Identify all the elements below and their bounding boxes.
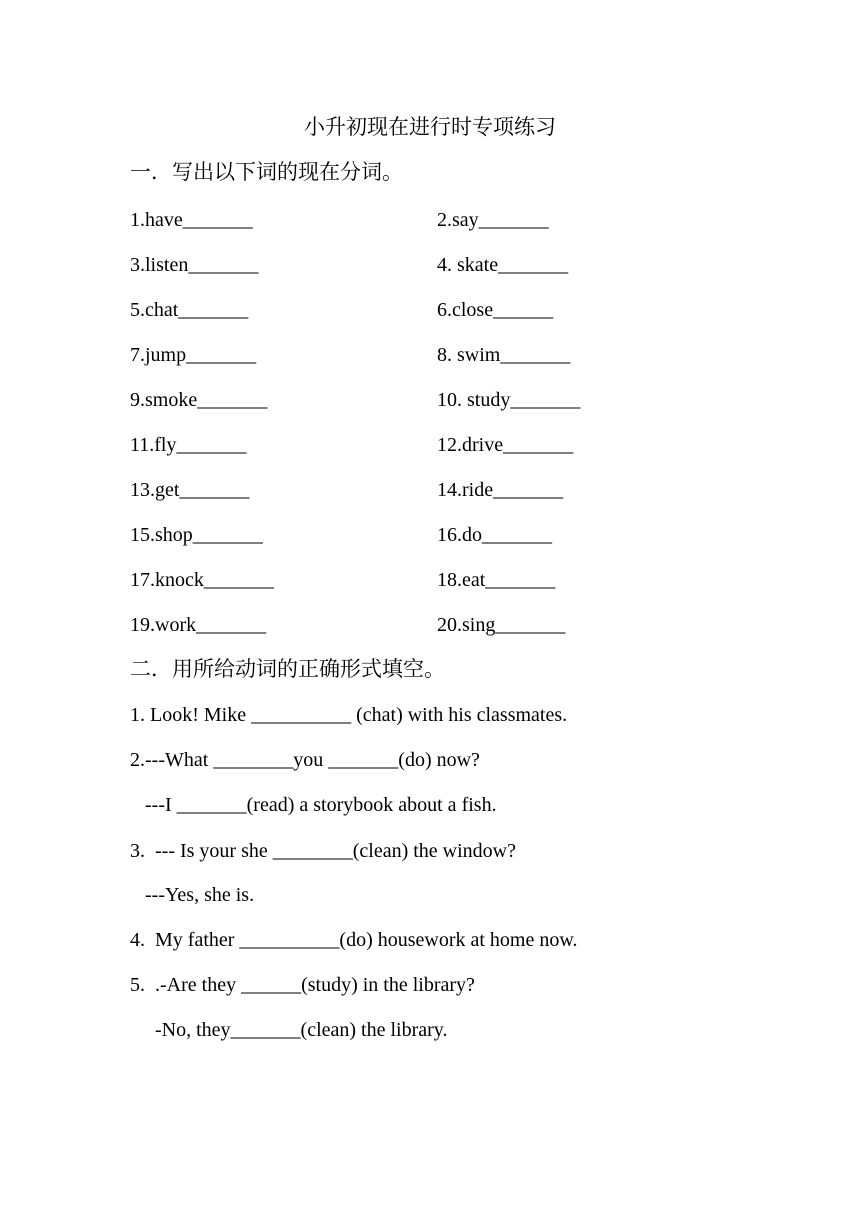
exercise-line: 1. Look! Mike __________ (chat) with his classmates. [130, 704, 568, 726]
word-item: 5.chat_______ [130, 299, 249, 321]
word-row [130, 295, 750, 325]
exercise-line: -No, they_______(clean) the library. [130, 1019, 448, 1041]
word-row [130, 385, 750, 415]
word-item: 14.ride_______ [437, 479, 564, 501]
word-item: 17.knock_______ [130, 569, 274, 591]
exercise-line: ---Yes, she is. [130, 884, 255, 906]
exercise-line: ---I _______(read) a storybook about a fish. [130, 794, 497, 816]
word-item: 13.get_______ [130, 479, 250, 501]
exercise-line: 2.---What ________you _______(do) now? [130, 749, 480, 771]
word-row [130, 340, 750, 370]
exercise-line: 3. --- Is your she ________(clean) the window? [130, 840, 517, 862]
word-item: 2.say_______ [437, 209, 549, 231]
word-item: 1.have_______ [130, 209, 253, 231]
word-item: 19.work_______ [130, 614, 267, 636]
word-item: 4. skate_______ [437, 254, 569, 276]
word-row [130, 520, 750, 550]
word-row [130, 205, 750, 235]
word-item: 18.eat_______ [437, 569, 556, 591]
word-item: 6.close______ [437, 299, 554, 321]
word-item: 9.smoke_______ [130, 389, 268, 411]
word-item: 20.sing_______ [437, 614, 566, 636]
word-row [130, 250, 750, 280]
word-item: 3.listen_______ [130, 254, 259, 276]
exercise-line: 4. My father __________(do) housework at home now. [130, 929, 578, 951]
word-item: 11.fly_______ [130, 434, 247, 456]
word-row [130, 610, 750, 640]
word-item: 12.drive_______ [437, 434, 574, 456]
word-item: 15.shop_______ [130, 524, 263, 546]
word-row [130, 565, 750, 595]
section-1-heading: 一．写出以下词的现在分词。 [130, 160, 403, 184]
word-row [130, 430, 750, 460]
page-title: 小升初现在进行时专项练习 [304, 115, 556, 139]
word-item: 7.jump_______ [130, 344, 257, 366]
word-item: 16.do_______ [437, 524, 552, 546]
word-row [130, 475, 750, 505]
word-item: 8. swim_______ [437, 344, 571, 366]
section-2-heading: 二．用所给动词的正确形式填空。 [130, 657, 445, 681]
exercise-line: 5. .-Are they ______(study) in the library? [130, 974, 475, 996]
word-item: 10. study_______ [437, 389, 581, 411]
